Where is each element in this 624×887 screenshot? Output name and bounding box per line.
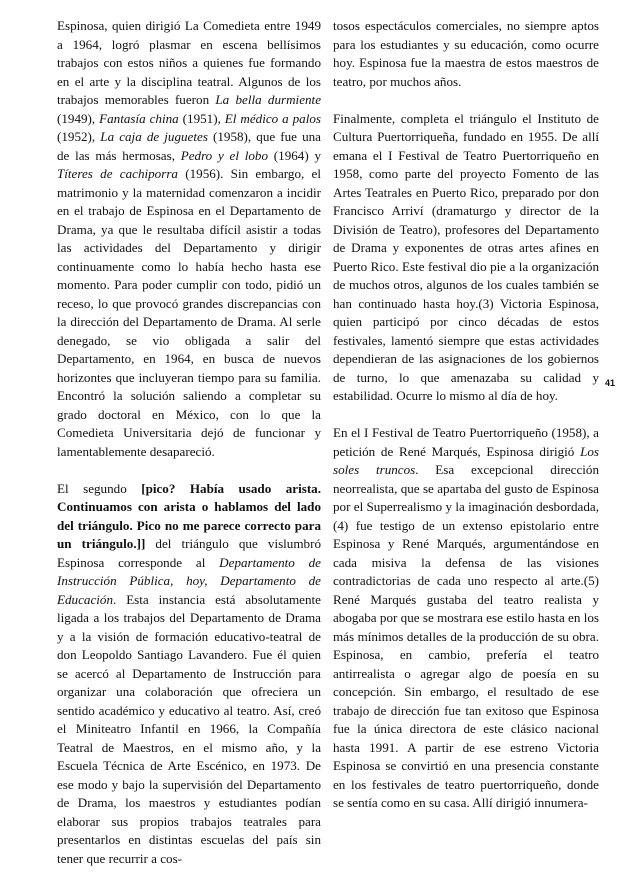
paragraph-festival: En el I Festival de Teatro Puertorriqueño (1958), a petición de René Marqués, Espinosa dirigió Los soles truncos. Esa excepcional dirección neorrealista, que se apartaba del gusto de Espinosa por el Superrealismo y la imaginación desbordada, (4) fue testigo de un extenso epistolario entre Espinosa y René Marqués, argumentándose en cada misiva la defensa de las visiones contradictorias de cada uno respecto al arte.(5) René Marqués gustaba del teatro realista y abogaba por que se mostrara ese estilo hasta en los más mínimos detalles de la producción de su obra. Espinosa, en cambio, prefería el teatro antirrealista o agregar algo de poesía en su concepción. Sin embargo, el resultado de ese trabajo de dirección fue tan exitoso que Espinosa fue la única directora de este clásico nacional hasta 1991. A partir de ese estreno Victoria Espinosa se convirtió en una presencia constante en los festivales de teatro puertorriqueño, donde se sentía como en su casa. Allí dirigió innumera- (333, 425, 599, 810)
play-title: El médico a palos (224, 110, 321, 126)
play-title: Fantasía china (99, 110, 179, 126)
editor-note: [pico? Había usado arista. Continuamos con arista o hablamos del lado del triángulo. Pico no me parece correcto para un triángulo.]] (57, 480, 321, 551)
right-column (333, 17, 599, 831)
paragraph-comedieta: Espinosa, quien dirigió La Comedieta entre 1949 a 1964, logró plasmar en escena bellísimos trabajos con estos niños a quienes fue formando en el arte y la disciplina teatral. Algunos de los trabajos memorables fueron La bella durmiente (1949), Fantasía china (1951), El médico a palos (1952), La caja de juguetes (1958), que fue una de las más hermosas, Pedro y el lobo (1964) y Títeres de cachiporra (1956). Sin embargo, el matrimonio y la maternidad comenzaron a incidir en el trabajo de Espinosa en el Departamento de Drama, ya que le resultaba difícil asistir a todas las actividades del Departamento y dirigir continuamente como lo había hecho hasta ese momento. Para poder cumplir con todo, pidió un receso, lo que provocó grandes discrepancias con la dirección del Departamento de Drama. Al serle denegado, se vio obligada a salir del Departamento, en 1964, en busca de nuevos horizontes que incluyeran tiempo para su familia. Encontró la solución saliendo a completar su grado doctoral en México, con lo que la Comedieta Universitaria dejó de funcionar y lamentablemente desapareció. (57, 18, 322, 459)
play-title: La caja de juguetes (100, 129, 208, 144)
page-number: 41 (605, 378, 616, 388)
play-title: Títeres de cachiporra (57, 166, 178, 181)
play-title: Los soles truncos (333, 443, 599, 477)
paragraph-continuation: tosos espectáculos comerciales, no siempre aptos para los estudiantes y su educación, como ocurre hoy. Espinosa fue la maestra de estos maestros de teatro, por muchos años. (333, 18, 599, 89)
institution-name: Departamento de Instrucción Pública, hoy, Departamento de Educación (57, 554, 321, 607)
left-column (57, 17, 321, 887)
paragraph-segundo: El segundo [pico? Había usado arista. Continuamos con arista o hablamos del lado del triángulo. Pico no me parece correcto para un triángulo.]] del triángulo que vislumbró Espinosa corresponde al Departamento de Instrucción Pública, hoy, Departamento de Educación. Esta instancia está absolutamente ligada a los trabajos del Departamento de Drama y a la visión de formación educativo-teatral de don Leopoldo Santiago Lavandero. Fue él quien se acercó al Departamento de Instrucción para organizar una colaboración que ofreciera un sentido académico y educativo al teatro. Así, creó el Miniteatro Infantil en 1966, la Compañía Teatral de Maestros, en el mismo año, y la Escuela Técnica de Arte Escénico, en 1973. De ese modo y bajo la supervisión del Departamento de Drama, los maestros y estudiantes podían elaborar sus propios trabajos teatrales para presentarlos en distintas escuelas del país sin tener que recurrir a cos- (57, 480, 321, 866)
play-title: La bella durmiente (215, 92, 322, 107)
play-title: Pedro y el lobo (180, 147, 269, 163)
paragraph-finalmente: Finalmente, completa el triángulo el Instituto de Cultura Puertorriqueña, fundado en 1955. De allí emana el I Festival de Teatro Puertorriqueño en 1958, como parte del proyecto Fomento de las Artes Teatrales en Puerto Rico, preparado por don Francisco Arriví (dramaturgo y director de la División de Teatro), profesores del Departamento de Drama y exponentes de otras artes afines en Puerto Rico. Este festival dio pie a la organización de muchos otros, algunos de los cuales también se han continuado hasta hoy.(3) Victoria Espinosa, quien participó por cinco décadas de estos festivales, lamentó siempre que estas actividades dependieran de las asignaciones de los gobiernos de turno, lo que amenazaba su calidad y estabilidad. Ocurre lo mismo al día de hoy. (333, 110, 599, 403)
